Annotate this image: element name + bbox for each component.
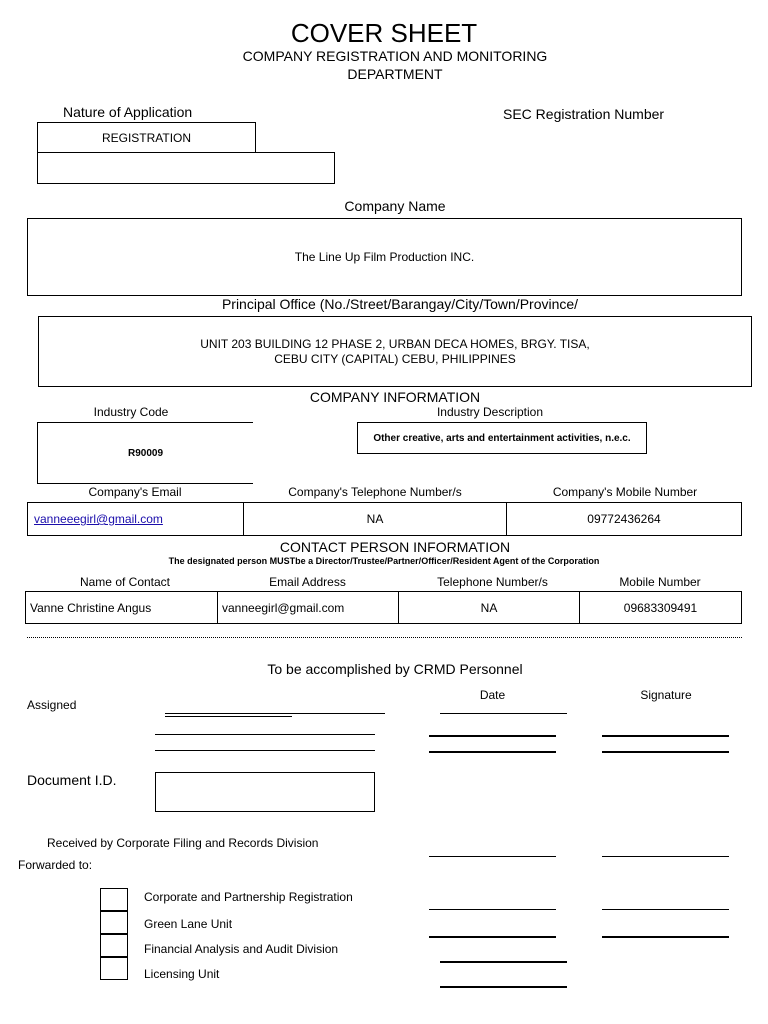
forward-item-financial-analysis: Financial Analysis and Audit Division	[144, 942, 339, 956]
signature-column-label: Signature	[640, 688, 692, 702]
forward-item-corporate-partnership: Corporate and Partnership Registration	[144, 890, 353, 904]
nature-of-application-extra-field[interactable]	[37, 152, 335, 184]
sec-registration-number-label: SEC Registration Number	[503, 106, 665, 122]
document-title: COVER SHEET	[290, 18, 478, 48]
forward-date-line-3[interactable]	[440, 961, 567, 963]
assigned-signature-line-2[interactable]	[602, 735, 729, 737]
forward-item-green-lane: Green Lane Unit	[144, 917, 233, 931]
forward-signature-line-2[interactable]	[602, 936, 729, 938]
contact-email-value[interactable]: vanneegirl@gmail.com	[217, 591, 399, 624]
company-information-heading: COMPANY INFORMATION	[309, 389, 481, 405]
assigned-label: Assigned	[27, 698, 77, 712]
company-name-label: Company Name	[344, 198, 446, 214]
forward-signature-line-1[interactable]	[602, 909, 729, 910]
date-column-label: Date	[479, 688, 506, 702]
industry-code-value[interactable]: R90009	[37, 422, 253, 484]
contact-mobile-value[interactable]: 09683309491	[579, 591, 742, 624]
assigned-date-line-2[interactable]	[429, 735, 556, 737]
company-email-value[interactable]: vanneeegirl@gmail.com	[27, 502, 244, 536]
contact-person-note: The designated person MUSTbe a Director/Trustee/Partner/Officer/Resident Agent of the Corporation	[168, 556, 600, 566]
assigned-date-line[interactable]	[440, 713, 567, 714]
industry-description-label: Industry Description	[436, 405, 544, 419]
company-telephone-label: Company's Telephone Number/s	[288, 485, 462, 499]
assigned-signature-line-3[interactable]	[602, 751, 729, 753]
received-by-label: Received by Corporate Filing and Records Division	[47, 836, 319, 850]
forwarded-to-label: Forwarded to:	[18, 858, 93, 872]
forward-checkbox-licensing[interactable]	[100, 957, 128, 980]
contact-email-label: Email Address	[269, 575, 346, 589]
forward-checkbox-financial-analysis[interactable]	[100, 934, 128, 957]
document-subtitle-line2: DEPARTMENT	[347, 66, 443, 82]
industry-code-label: Industry Code	[93, 405, 169, 419]
received-date-line[interactable]	[429, 856, 556, 857]
crmd-heading: To be accomplished by CRMD Personnel	[267, 661, 523, 677]
assigned-name-line-2[interactable]	[155, 734, 375, 735]
contact-telephone-label: Telephone Number/s	[437, 575, 548, 589]
nature-of-application-value[interactable]: REGISTRATION	[37, 122, 256, 153]
forward-date-line-1[interactable]	[429, 909, 556, 910]
contact-name-label: Name of Contact	[79, 575, 171, 589]
received-signature-line[interactable]	[602, 856, 729, 857]
company-name-value[interactable]: The Line Up Film Production INC.	[27, 218, 742, 296]
industry-description-value[interactable]: Other creative, arts and entertainment activities, n.e.c.	[357, 422, 647, 454]
forward-date-line-4[interactable]	[440, 986, 567, 988]
company-email-label: Company's Email	[88, 485, 182, 499]
document-id-field[interactable]	[155, 772, 375, 812]
contact-mobile-label: Mobile Number	[619, 575, 701, 589]
assigned-date-line-3[interactable]	[429, 751, 556, 753]
forward-item-licensing: Licensing Unit	[144, 967, 220, 981]
assigned-name-underline	[165, 716, 292, 717]
principal-office-value[interactable]	[38, 316, 752, 387]
assigned-name-line-3[interactable]	[155, 750, 375, 751]
document-id-label: Document I.D.	[27, 772, 117, 788]
forward-date-line-2[interactable]	[429, 936, 556, 938]
principal-office-line1: UNIT 203 BUILDING 12 PHASE 2, URBAN DECA HOMES, BRGY. TISA,	[200, 336, 590, 351]
contact-name-value[interactable]: Vanne Christine Angus	[25, 591, 218, 624]
company-mobile-value[interactable]: 09772436264	[506, 502, 742, 536]
forward-checkbox-corporate-partnership[interactable]	[100, 888, 128, 911]
principal-office-line2: CEBU CITY (CAPITAL) CEBU, PHILIPPINES	[274, 351, 516, 366]
document-subtitle-line1: COMPANY REGISTRATION AND MONITORING	[242, 48, 548, 64]
contact-person-heading: CONTACT PERSON INFORMATION	[279, 539, 511, 555]
forward-checkbox-green-lane[interactable]	[100, 911, 128, 934]
contact-telephone-value[interactable]: NA	[398, 591, 580, 624]
section-separator	[27, 637, 742, 638]
assigned-name-line[interactable]	[165, 713, 385, 714]
company-telephone-value[interactable]: NA	[243, 502, 507, 536]
principal-office-label: Principal Office (No./Street/Barangay/City/Town/Province/	[221, 296, 579, 312]
company-mobile-label: Company's Mobile Number	[552, 485, 698, 499]
nature-of-application-label: Nature of Application	[63, 104, 193, 120]
